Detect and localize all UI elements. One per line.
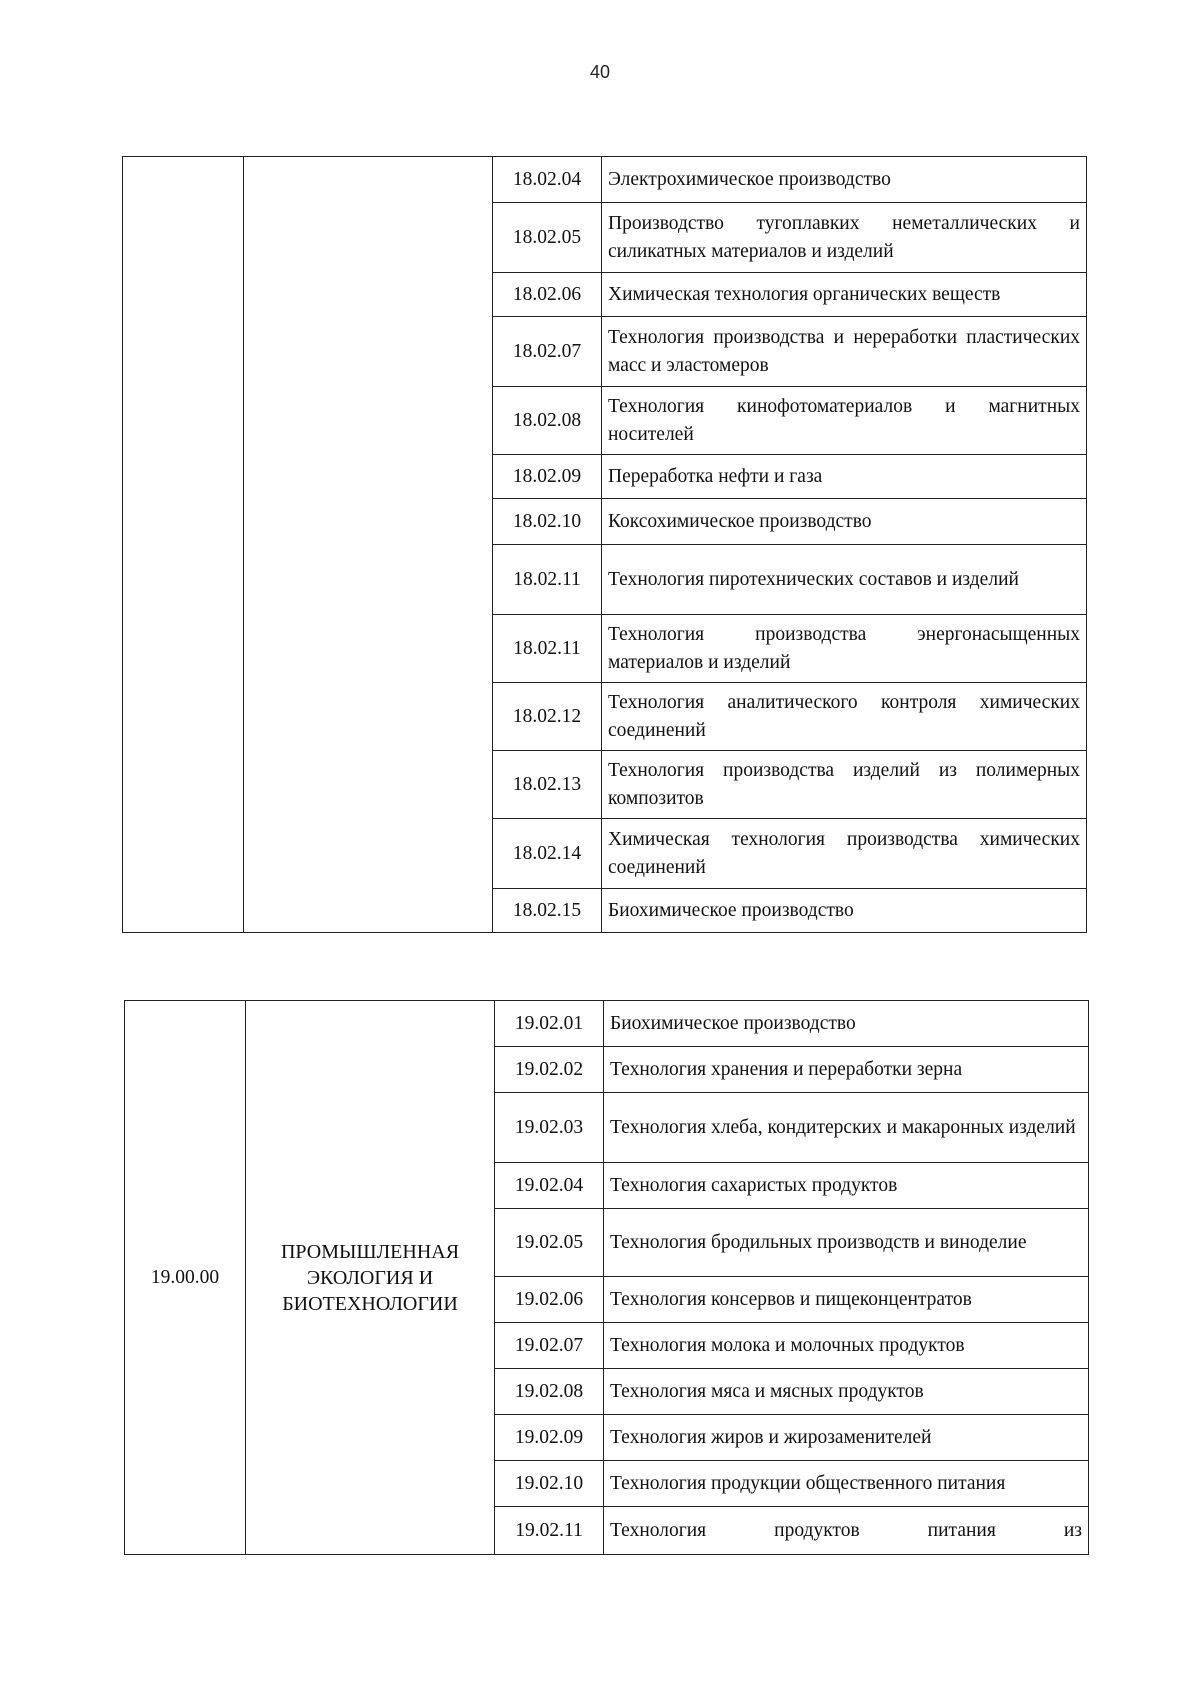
specialty-name: Переработка нефти и газа [602,455,1087,499]
specialty-code: 18.02.13 [493,751,602,819]
specialty-code: 18.02.10 [493,499,602,545]
group-code: 19.00.00 [125,1001,246,1555]
specialty-name: Технология молока и молочных продуктов [604,1323,1089,1369]
specialty-name: Химическая технология производства химических соединений [602,819,1087,889]
specialties-table-continued [122,156,1087,933]
specialty-name: Технология кинофотоматериалов и магнитных носителей [602,387,1087,455]
specialty-code: 18.02.11 [493,615,602,683]
specialty-name: Биохимическое производство [604,1001,1089,1047]
specialty-code: 18.02.07 [493,317,602,387]
specialty-code: 18.02.08 [493,387,602,455]
specialty-name: Биохимическое производство [602,889,1087,933]
page-number: 40 [589,62,611,82]
specialty-name: Технология производства изделий из полимерных композитов [602,751,1087,819]
specialty-name: Технология жиров и жирозаменителей [604,1415,1089,1461]
specialties-table-group-19 [124,1000,1089,1555]
specialty-name: Технология консервов и пищеконцентратов [604,1277,1089,1323]
specialty-code: 19.02.02 [495,1047,604,1093]
specialty-name: Электрохимическое производство [602,157,1087,203]
specialty-name: Технология бродильных производств и виноделие [604,1209,1089,1277]
specialty-name: Технология хлеба, кондитерских и макаронных изделий [604,1093,1089,1163]
specialty-code: 19.02.03 [495,1093,604,1163]
specialty-code: 19.02.07 [495,1323,604,1369]
specialty-code: 19.02.11 [495,1507,604,1555]
specialty-code: 19.02.08 [495,1369,604,1415]
specialty-code: 19.02.05 [495,1209,604,1277]
group-name: ПРОМЫШЛЕННАЯ ЭКОЛОГИЯ И БИОТЕХНОЛОГИИ [246,1001,495,1555]
specialty-code: 19.02.06 [495,1277,604,1323]
specialty-code: 19.02.04 [495,1163,604,1209]
specialty-name: Технология пиротехнических составов и изделий [602,545,1087,615]
specialty-name: Технология аналитического контроля химических соединений [602,683,1087,751]
specialty-name: Технология производства энергонасыщенных материалов и изделий [602,615,1087,683]
specialty-code: 18.02.09 [493,455,602,499]
specialty-name: Технология производства и нереработки пластических масс и эластомеров [602,317,1087,387]
specialty-code: 18.02.06 [493,273,602,317]
specialty-name: Технология продуктов питания из [604,1507,1089,1555]
specialty-name: Технология мяса и мясных продуктов [604,1369,1089,1415]
specialty-name: Технология продукции общественного питания [604,1461,1089,1507]
specialty-code: 18.02.11 [493,545,602,615]
group-name-cell-empty [244,157,493,933]
group-code-cell-empty [123,157,244,933]
specialty-name: Химическая технология органических веществ [602,273,1087,317]
specialty-code: 18.02.15 [493,889,602,933]
specialty-name: Технология сахаристых продуктов [604,1163,1089,1209]
specialty-name: Коксохимическое производство [602,499,1087,545]
specialty-code: 18.02.12 [493,683,602,751]
specialty-name: Технология хранения и переработки зерна [604,1047,1089,1093]
specialty-code: 19.02.01 [495,1001,604,1047]
specialty-name: Производство тугоплавких неметаллических и силикатных материалов и изделий [602,203,1087,273]
table-row [123,157,1087,203]
specialty-code: 18.02.05 [493,203,602,273]
specialty-code: 18.02.04 [493,157,602,203]
specialty-code: 18.02.14 [493,819,602,889]
specialty-code: 19.02.10 [495,1461,604,1507]
specialty-code: 19.02.09 [495,1415,604,1461]
table-row [125,1001,1089,1047]
